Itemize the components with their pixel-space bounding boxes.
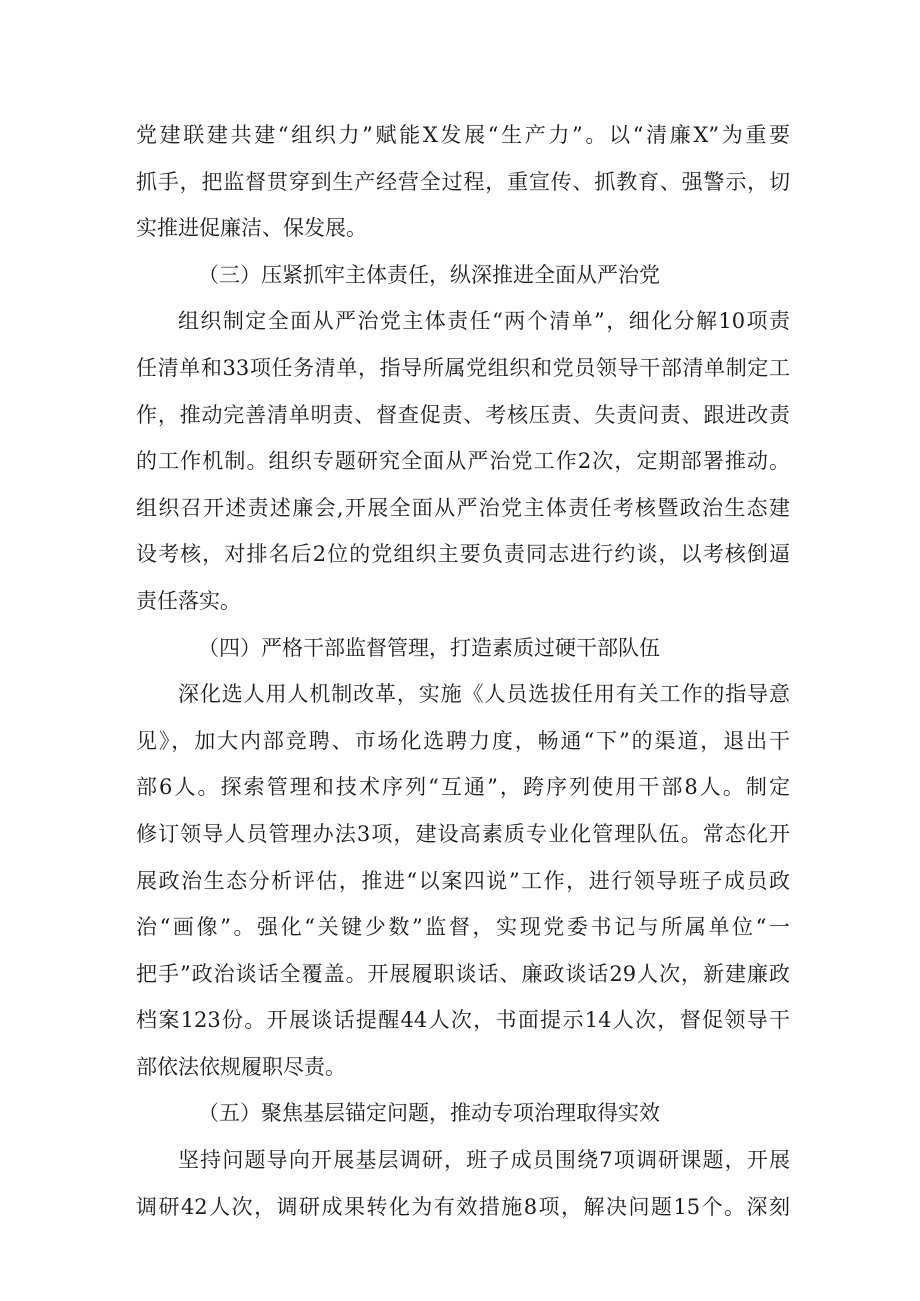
- body-text-line: 组织召开述责述廉会,开展全面从严治党主体责任考核暨政治生态建: [136, 495, 790, 520]
- body-text-line-end: 实推进促廉洁、保发展。: [136, 216, 367, 241]
- section-heading: （四）严格干部监督管理，打造素质过硬干部队伍: [198, 635, 660, 660]
- section-heading: （三）压紧抓牢主体责任，纵深推进全面从严治党: [198, 262, 660, 287]
- section-heading: （五）聚焦基层锚定问题，推动专项治理取得实效: [198, 1101, 660, 1126]
- body-text-line-end: 部依法依规履职尽责。: [136, 1054, 346, 1079]
- body-text-line: 任清单和33项任务清单，指导所属党组织和党员领导干部清单制定工: [136, 355, 790, 380]
- paragraph-first-line: 坚持问题导向开展基层调研，班子成员围绕7项调研课题，开展: [178, 1148, 790, 1173]
- paragraph-first-line: 组织制定全面从严治党主体责任“两个清单”，细化分解10项责: [178, 309, 790, 334]
- body-text-line: 见》，加大内部竞聘、市场化选聘力度，畅通“下”的渠道，退出干: [136, 728, 790, 753]
- body-text-line: 抓手，把监督贯穿到生产经营全过程，重宣传、抓教育、强警示，切: [136, 169, 790, 194]
- body-text-line: 设考核，对排名后2位的党组织主要负责同志进行约谈，以考核倒逼: [136, 542, 790, 567]
- body-text-line: 党建联建共建“组织力”赋能X发展“生产力”。以“清廉X”为重要: [136, 123, 790, 147]
- paragraph-first-line: 深化选人用人机制改革，实施《人员选拔任用有关工作的指导意: [178, 682, 790, 707]
- body-text-line: 的工作机制。组织专题研究全面从严治党工作2次，定期部署推动。: [136, 449, 790, 474]
- body-text-line: 展政治生态分析评估，推进“以案四说”工作，进行领导班子成员政: [136, 868, 790, 893]
- body-text-line: 档案123份。开展谈话提醒44人次，书面提示14人次，督促领导干: [136, 1008, 790, 1033]
- body-text-line: 修订领导人员管理办法3项，建设高素质专业化管理队伍。常态化开: [136, 821, 790, 846]
- body-text-line: 把手”政治谈话全覆盖。开展履职谈话、廉政谈话29人次，新建廉政: [136, 961, 790, 986]
- body-text-line: 治“画像”。强化“关键少数”监督，实现党委书记与所属单位“一: [136, 915, 790, 940]
- body-text-line: 调研42人次，调研成果转化为有效措施8项，解决问题15个。深刻: [136, 1194, 790, 1219]
- body-text-line-end: 责任落实。: [136, 588, 241, 613]
- document-body: [136, 112, 790, 1230]
- body-text-line: 作，推动完善清单明责、督查促责、考核压责、失责问责、跟进改责: [136, 402, 790, 427]
- body-text-line: 部6人。探索管理和技术序列“互通”，跨序列使用干部8人。制定: [136, 775, 790, 800]
